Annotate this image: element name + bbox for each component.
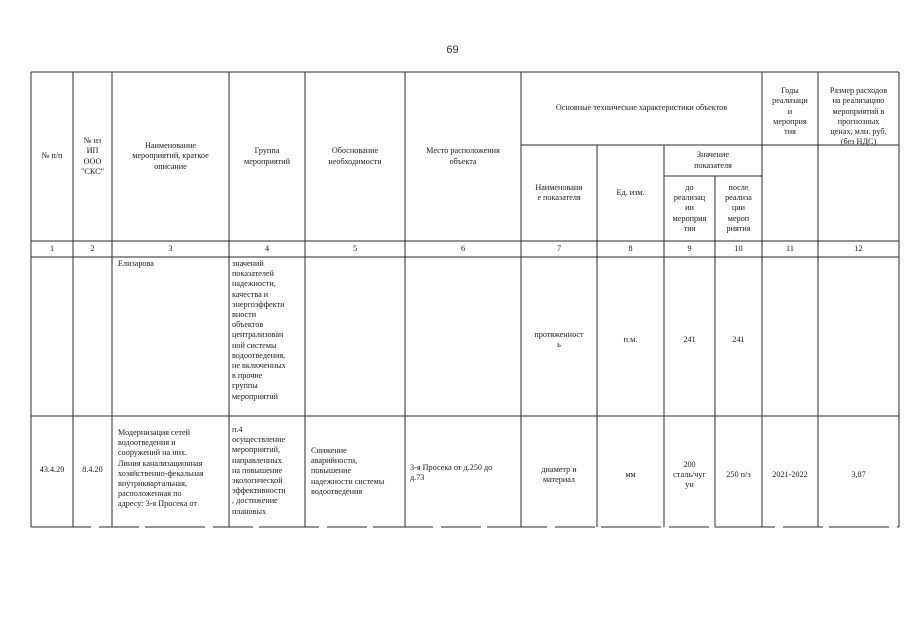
column-number-3: 3 xyxy=(168,243,173,253)
row2-implementation-years: 2021-2022 xyxy=(772,469,808,479)
header-ip-number xyxy=(73,72,112,241)
row1-unit: п.м. xyxy=(623,334,638,344)
row2-cost: 3,87 xyxy=(851,469,866,479)
header-indicator-value-label: Значение показателя xyxy=(694,150,732,170)
header-activity-group-label: Группа мероприятий xyxy=(244,146,290,166)
header-indicator-name xyxy=(521,145,597,241)
header-indicator-name-label: Наименовани е показателя xyxy=(535,182,583,202)
row2-activity-name: Модернизация сетей водоотведения и сооружений на них. Линия канализационная хозяйственно-фекальная внутриквартальная, расположенная по адресу: 3-я Просека от xyxy=(118,428,204,509)
row1-activity-group: значений показателей надежности, качества и энергоэффекти вности объектов централизован ной системы водоотведения, не включенных в прочие группы мероприятий xyxy=(232,259,286,401)
column-number-5: 5 xyxy=(352,243,358,253)
page-number: 69 xyxy=(446,44,459,56)
header-implementation-years-label: Годы реализаци и мероприя тия xyxy=(772,86,808,137)
row2-value-after: 250 п/э xyxy=(726,469,751,479)
row2-unit: мм xyxy=(625,469,636,479)
header-technical-characteristics-label: Основные технические характеристики объектов xyxy=(555,103,728,113)
column-number-9: 9 xyxy=(687,243,692,253)
row2-number: 43.4.20 xyxy=(39,464,65,474)
row2-justification: Снижение аварийности, повышение надежности системы водоотведения xyxy=(311,446,385,496)
column-number-12: 12 xyxy=(854,243,863,253)
column-number-8: 8 xyxy=(628,243,633,253)
header-indicator-value xyxy=(664,145,762,176)
header-value-after-label: после реализа ции мероп риятия xyxy=(725,182,752,233)
header-ip-number-label: № из ИП ООО "СКС" xyxy=(81,136,104,176)
column-number-6: 6 xyxy=(460,243,466,253)
column-number-7: 7 xyxy=(556,243,562,253)
header-location xyxy=(405,72,521,241)
header-unit-label: Ед. изм. xyxy=(616,187,645,197)
column-number-4: 4 xyxy=(264,243,270,253)
header-row-number xyxy=(31,72,73,241)
row1-activity-name: Елизарова xyxy=(118,259,154,268)
header-cost-label: Размер расходов на реализацию мероприятий в прогнозных ценах, млн. руб. (без НДС) xyxy=(829,86,888,146)
column-number-2: 2 xyxy=(90,243,95,253)
header-technical-characteristics xyxy=(521,72,762,145)
header-activity-group xyxy=(229,72,305,241)
column-number-10: 10 xyxy=(734,243,743,253)
header-justification xyxy=(305,72,405,241)
column-number-1: 1 xyxy=(49,243,55,253)
header-location-label: Место расположения объекта xyxy=(426,146,500,166)
row2-location: 3-я Просека от д.250 до д.73 xyxy=(410,463,493,483)
header-value-before xyxy=(664,176,715,241)
header-implementation-years xyxy=(762,76,818,146)
row2-ip-number: 8.4.20 xyxy=(82,464,103,474)
header-row-number-label: № п/п xyxy=(41,151,63,161)
row2-activity-group: п.4 осуществление мероприятий, направленных на повышение экологической эффективности , достижение плановых xyxy=(232,425,286,516)
row2-indicator-name: диаметр и материал xyxy=(541,464,577,484)
header-activity-name xyxy=(112,72,229,241)
header-value-after xyxy=(715,176,762,241)
header-justification-label: Обоснование необходимости xyxy=(328,146,382,166)
header-cost xyxy=(818,76,899,146)
header-value-before-label: до реализац ии мероприя тия xyxy=(672,182,707,233)
header-activity-name-label: Наименование мероприятий, краткое описание xyxy=(132,141,209,171)
header-unit xyxy=(597,145,664,241)
row1-indicator-name: протяженност ь xyxy=(534,329,584,349)
row1-value-before: 241 xyxy=(683,334,696,344)
column-number-11: 11 xyxy=(786,243,794,253)
row1-value-after: 241 xyxy=(732,334,745,344)
row2-value-before: 200 сталь/чуг ун xyxy=(673,459,706,490)
